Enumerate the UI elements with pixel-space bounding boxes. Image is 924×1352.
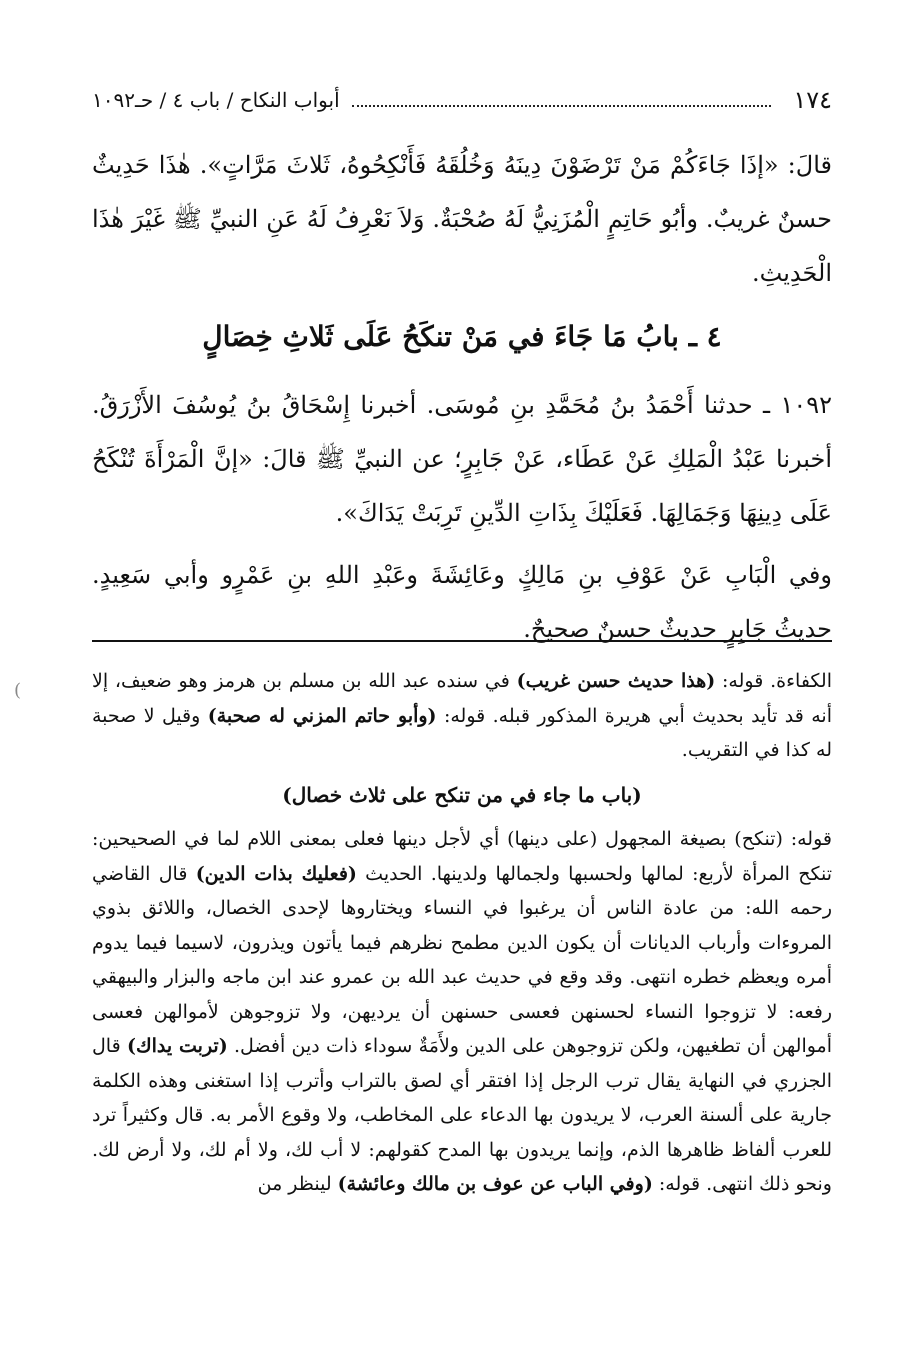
hadith-1092: ١٠٩٢ ـ حدثنا أَحْمَدُ بنُ مُحَمَّدِ بنِ مُوسَى. أخبرنا إِسْحَاقُ بنُ يُوسُفَ الأَزْرَقُ. أخبرنا عَبْدُ الْمَلِكِ عَنْ عَطَاء، عَنْ جَابِرٍ؛ عن النبيِّ ﷺ قالَ: «إنَّ الْمَرْأَةَ تُنْكَحُ عَلَى دِينِهَا وَجَمَالِهَا. فَعَلَيْكَ بِذَاتِ الدِّينِ تَرِبَتْ يَدَاكَ». (92, 391, 832, 527)
notes-subheading: (باب ما جاء في من تنكح على ثلاث خصال) (282, 782, 642, 807)
margin-mark: ) (14, 680, 22, 701)
note-text: قال الجزري في النهاية يقال ترب الرجل إذا افتقر أي لصق بالتراب وأترب إذا استغنى وهذه الكلمة جارية على ألسنة العرب، لا يريدون بها الدعاء على المخاطب، ولا وقوع الأمر به. قال وكثيراً ترد للعرب ألفاظ ظاهرها الذم، وإنما يريدون بها المدح كقولهم: لا أب لك، ولا أم لك، ولا أرض لك. ونحو ذلك انتهى. قوله: (92, 1035, 832, 1195)
page-number: ١٧٤ (793, 86, 832, 114)
footnote-separator (92, 640, 832, 642)
note-quote: (فعليك بذات الدين) (195, 862, 357, 885)
paragraph-gap (92, 540, 832, 548)
note-text: قال القاضي رحمه الله: من عادة الناس أن يرغبوا في النساء ويختاروها لإحدى الخصال، واللائق بذوي المروءات وأرباب الديانات أن يكون الدين مطمح نظرهم فيما يأتون ويذرون، لاسيما فيما يدوم أمره ويعظم خطره انتهى. وقد وقع في حديث عبد الله بن عمرو عند ابن ماجه والبزار والبيهقي رفعه: لا تزوجوا النساء لحسنهن فعسى حسنهن أن يرديهن، ولا تزوجوهن لأموالهن فعسى أموالهن أن تطغيهن، ولكن تزوجوهن على الدين ولأَمَةٌ سوداء ذات دين أفضل. (92, 862, 832, 1057)
note-quote: (وأبو حاتم المزني له صحبة) (207, 704, 437, 727)
note-quote: (هذا حديث حسن غريب) (516, 670, 716, 692)
header-dot-leader (352, 105, 772, 107)
note-quote: (تربت يداك) (126, 1035, 228, 1057)
commentary-notes (92, 664, 832, 1202)
main-paragraph-3: وفي الْبَابِ عَنْ عَوْفِ بنِ مَالِكٍ وعَائِشَةَ وعَبْدِ اللهِ بنِ عَمْرٍو وأبي سَعِيدٍ. حديثُ جَابِرٍ حديثٌ حسنٌ صحيحٌ. (92, 561, 832, 643)
note-text: قوله: (تنكح) بصيغة المجهول (على دينها) أي لأجل دينها فعلى بمعنى اللام لما في الصحيحين: تنكح المرأة لأربع: لمالها ولحسبها ولجمالها ولدينها. الحديث (92, 828, 832, 885)
note-paragraph-2 (92, 822, 832, 1202)
page-header (92, 80, 832, 120)
note-text: وقيل لا صحبة له كذا في التقريب. (92, 704, 832, 761)
chapter-heading: ٤ ـ بابُ مَا جَاءَ في مَنْ تنكَحُ عَلَى ثَلاثِ خِصَالٍ (202, 320, 722, 353)
main-paragraph-1: قالَ: «إذَا جَاءَكُمْ مَنْ تَرْضَوْنَ دِينَهُ وَخُلُقَهُ فَأَنْكِحُوهُ، ثَلاثَ مَرَّاتٍ». هٰذَا حَدِيثٌ حسنٌ غريبٌ. وأبُو حَاتِمٍ الْمُزَنِيُّ لَهُ صُحْبَةٌ. وَلاَ نَعْرِفُ لَهُ عَنِ النبيِّ ﷺ غَيْرَ هٰذَا الْحَدِيثِ. (92, 151, 832, 287)
note-text: الكفاءة. قوله: (715, 670, 832, 692)
note-paragraph-1 (92, 664, 832, 768)
note-text: في سنده عبد الله بن مسلم بن هرمز وهو ضعيف، إلا أنه قد تأيد بحديث أبي هريرة المذكور قبله. قوله: (92, 670, 832, 727)
note-text: لينظر من (257, 1173, 338, 1195)
note-quote: (وفي الباب عن عوف بن مالك وعائشة) (337, 1173, 653, 1195)
main-text (92, 138, 832, 656)
running-title: أبواب النكاح / باب ٤ / حـ١٠٩٢ (92, 88, 340, 112)
